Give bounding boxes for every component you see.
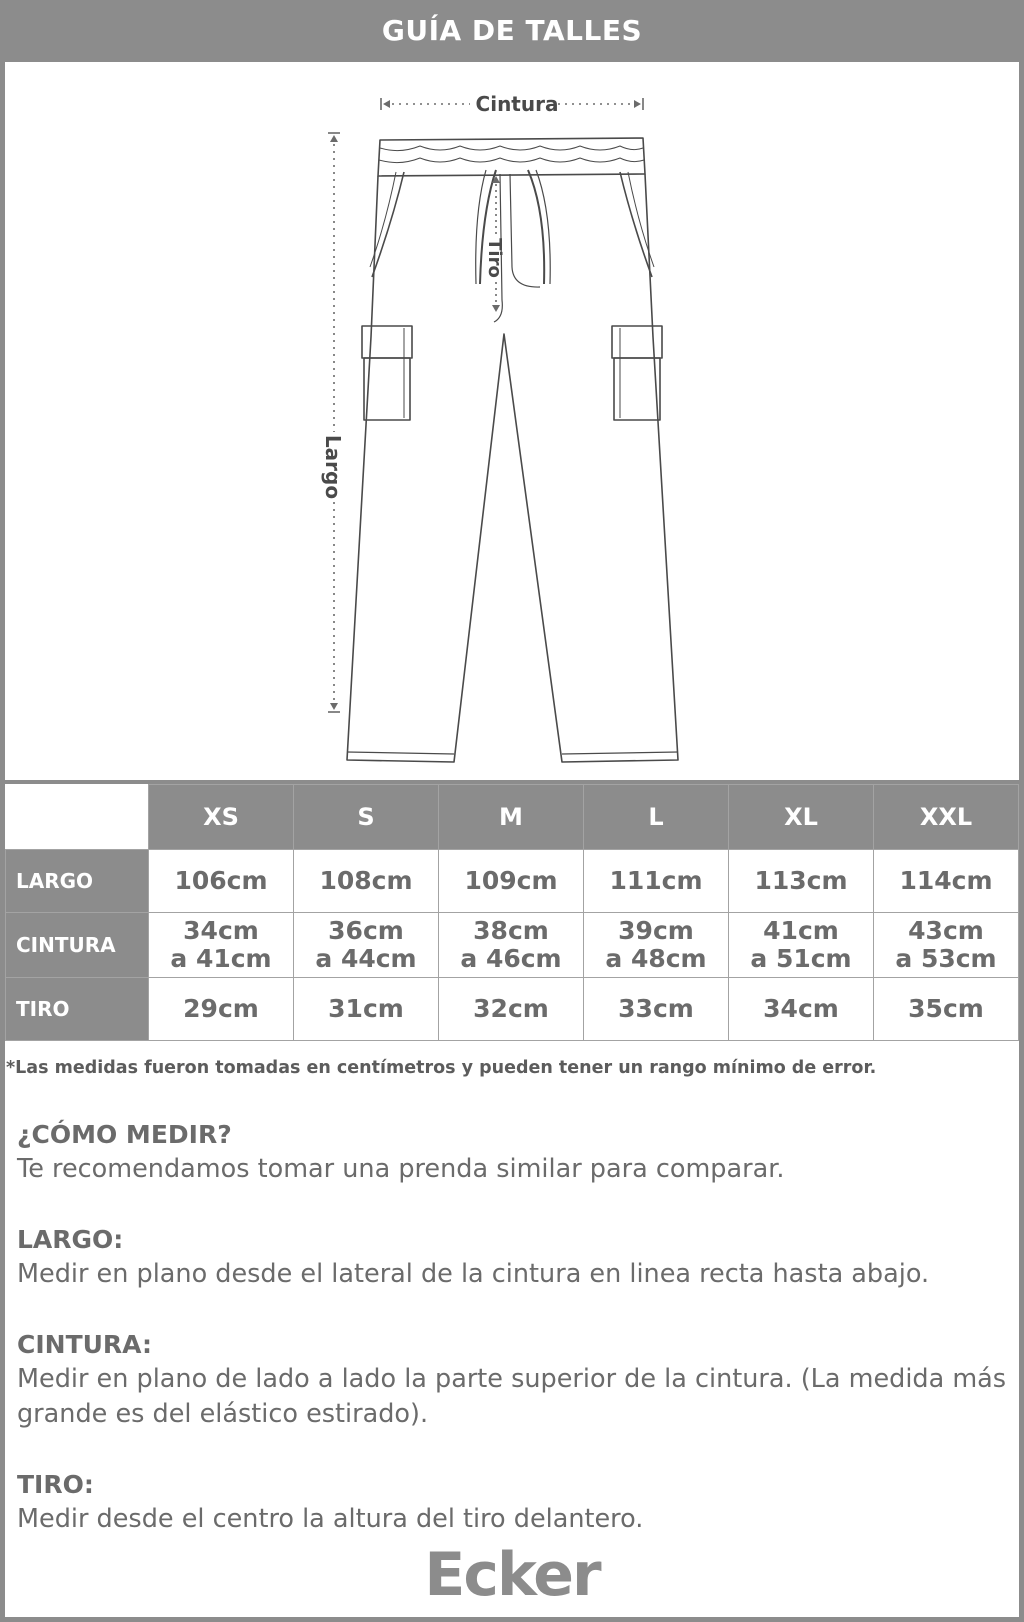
pants-illustration [0, 62, 1024, 782]
largo-s: 108cm [294, 850, 439, 913]
cintura-s: 36cm a 44cm [294, 913, 439, 978]
how-to-measure [17, 1118, 1007, 1573]
largo-m: 109cm [439, 850, 584, 913]
size-header-row [6, 785, 1019, 850]
howto-waist-block [17, 1328, 1007, 1432]
largo-xs: 106cm [149, 850, 294, 913]
size-xl-header: XL [729, 785, 874, 850]
tiro-xs: 29cm [149, 978, 294, 1041]
size-m-header: M [439, 785, 584, 850]
page-title: GUÍA DE TALLES [0, 0, 1024, 62]
length-label: Largo [321, 434, 345, 500]
size-xs-header: XS [149, 785, 294, 850]
howto-intro-block [17, 1118, 1007, 1187]
row-label-cintura: CINTURA [6, 913, 149, 978]
size-s-header: S [294, 785, 439, 850]
largo-xl: 113cm [729, 850, 874, 913]
cintura-m: 38cm a 46cm [439, 913, 584, 978]
row-label-largo: LARGO [6, 850, 149, 913]
table-row-largo [6, 850, 1019, 913]
tiro-s: 31cm [294, 978, 439, 1041]
howto-title: ¿CÓMO MEDIR? [17, 1120, 232, 1149]
measurement-note: *Las medidas fueron tomadas en centímetros y pueden tener un rango mínimo de error. [6, 1058, 877, 1078]
howto-length-block [17, 1223, 1007, 1292]
waistband [378, 138, 645, 176]
tiro-xl: 34cm [729, 978, 874, 1041]
howto-rise-title: TIRO: [17, 1470, 94, 1499]
largo-xxl: 114cm [874, 850, 1019, 913]
cintura-xl: 41cm a 51cm [729, 913, 874, 978]
tiro-xxl: 35cm [874, 978, 1019, 1041]
table-row-tiro [6, 978, 1019, 1041]
howto-length-title: LARGO: [17, 1225, 124, 1254]
waist-label: Cintura [475, 92, 559, 116]
size-xxl-header: XXL [874, 785, 1019, 850]
howto-rise-text: Medir desde el centro la altura del tiro delantero. [17, 1504, 644, 1534]
pants-outline [347, 174, 678, 762]
cintura-l: 39cm a 48cm [584, 913, 729, 978]
cargo-pocket-right [614, 358, 660, 420]
table-row-cintura [6, 913, 1019, 978]
howto-intro: Te recomendamos tomar una prenda similar para comparar. [17, 1154, 785, 1184]
rise-label: Tiro [484, 238, 505, 278]
howto-waist-title: CINTURA: [17, 1330, 152, 1359]
tiro-l: 33cm [584, 978, 729, 1041]
cargo-pocket-left [364, 358, 410, 420]
tiro-m: 32cm [439, 978, 584, 1041]
pants-diagram [0, 62, 1024, 782]
row-label-tiro: TIRO [6, 978, 149, 1041]
howto-rise-block [17, 1468, 1007, 1537]
cintura-xs: 34cm a 41cm [149, 913, 294, 978]
table-corner [6, 785, 149, 850]
howto-waist-text: Medir en plano de lado a lado la parte superior de la cintura. (La medida más grande es del elástico estirado). [17, 1364, 1007, 1429]
largo-l: 111cm [584, 850, 729, 913]
brand-logo: Ecker [424, 1540, 600, 1610]
cintura-xxl: 43cm a 53cm [874, 913, 1019, 978]
howto-length-text: Medir en plano desde el lateral de la cintura en linea recta hasta abajo. [17, 1259, 930, 1289]
size-table [5, 784, 1019, 1041]
size-l-header: L [584, 785, 729, 850]
